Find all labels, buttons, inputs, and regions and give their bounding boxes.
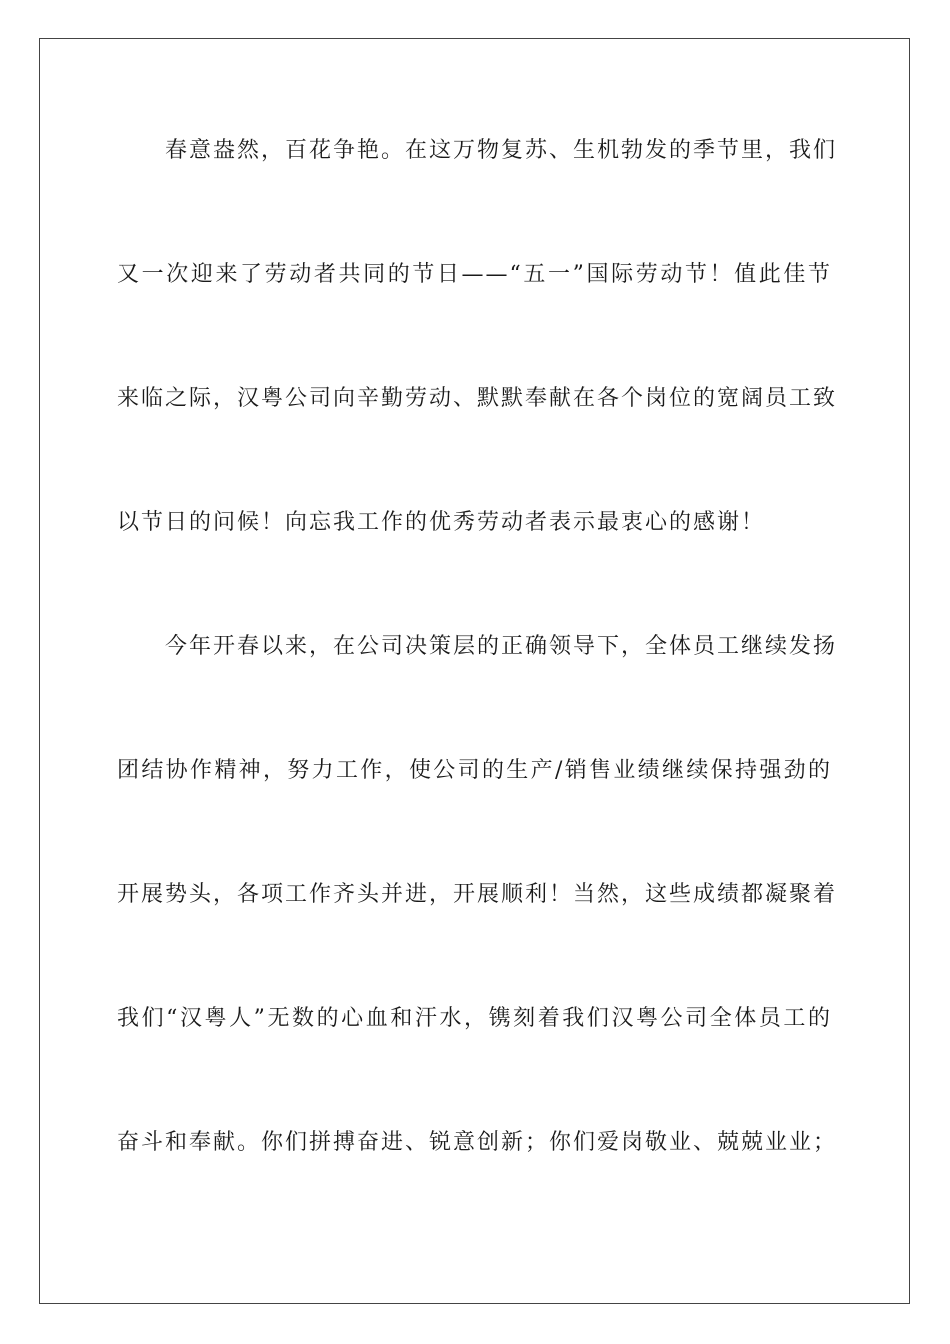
page-border bbox=[39, 38, 910, 1304]
paragraph-2-line-3: 开展势头，各项工作齐头并进，开展顺利！当然，这些成绩都凝聚着 bbox=[117, 882, 838, 907]
paragraph-1-line-4: 以节日的问候！向忘我工作的优秀劳动者表示最衷心的感谢！ bbox=[117, 510, 766, 535]
paragraph-2-line-2: 团结协作精神，努力工作，使公司的生产/销售业绩继续保持强劲的 bbox=[117, 758, 832, 783]
paragraph-1-line-1: 春意盎然，百花争艳。在这万物复苏、生机勃发的季节里，我们 bbox=[165, 138, 838, 163]
paragraph-2-line-4: 我们“汉粤人”无数的心血和汗水，镌刻着我们汉粤公司全体员工的 bbox=[117, 1006, 832, 1031]
paragraph-2-line-1: 今年开春以来，在公司决策层的正确领导下，全体员工继续发扬 bbox=[165, 634, 838, 659]
paragraph-2-line-5: 奋斗和奉献。你们拼搏奋进、锐意创新；你们爱岗敬业、兢兢业业； bbox=[117, 1130, 838, 1155]
paragraph-1-line-2: 又一次迎来了劳动者共同的节日——“五一”国际劳动节！值此佳节 bbox=[117, 262, 832, 287]
paragraph-1-line-3: 来临之际，汉粤公司向辛勤劳动、默默奉献在各个岗位的宽阔员工致 bbox=[117, 386, 838, 411]
